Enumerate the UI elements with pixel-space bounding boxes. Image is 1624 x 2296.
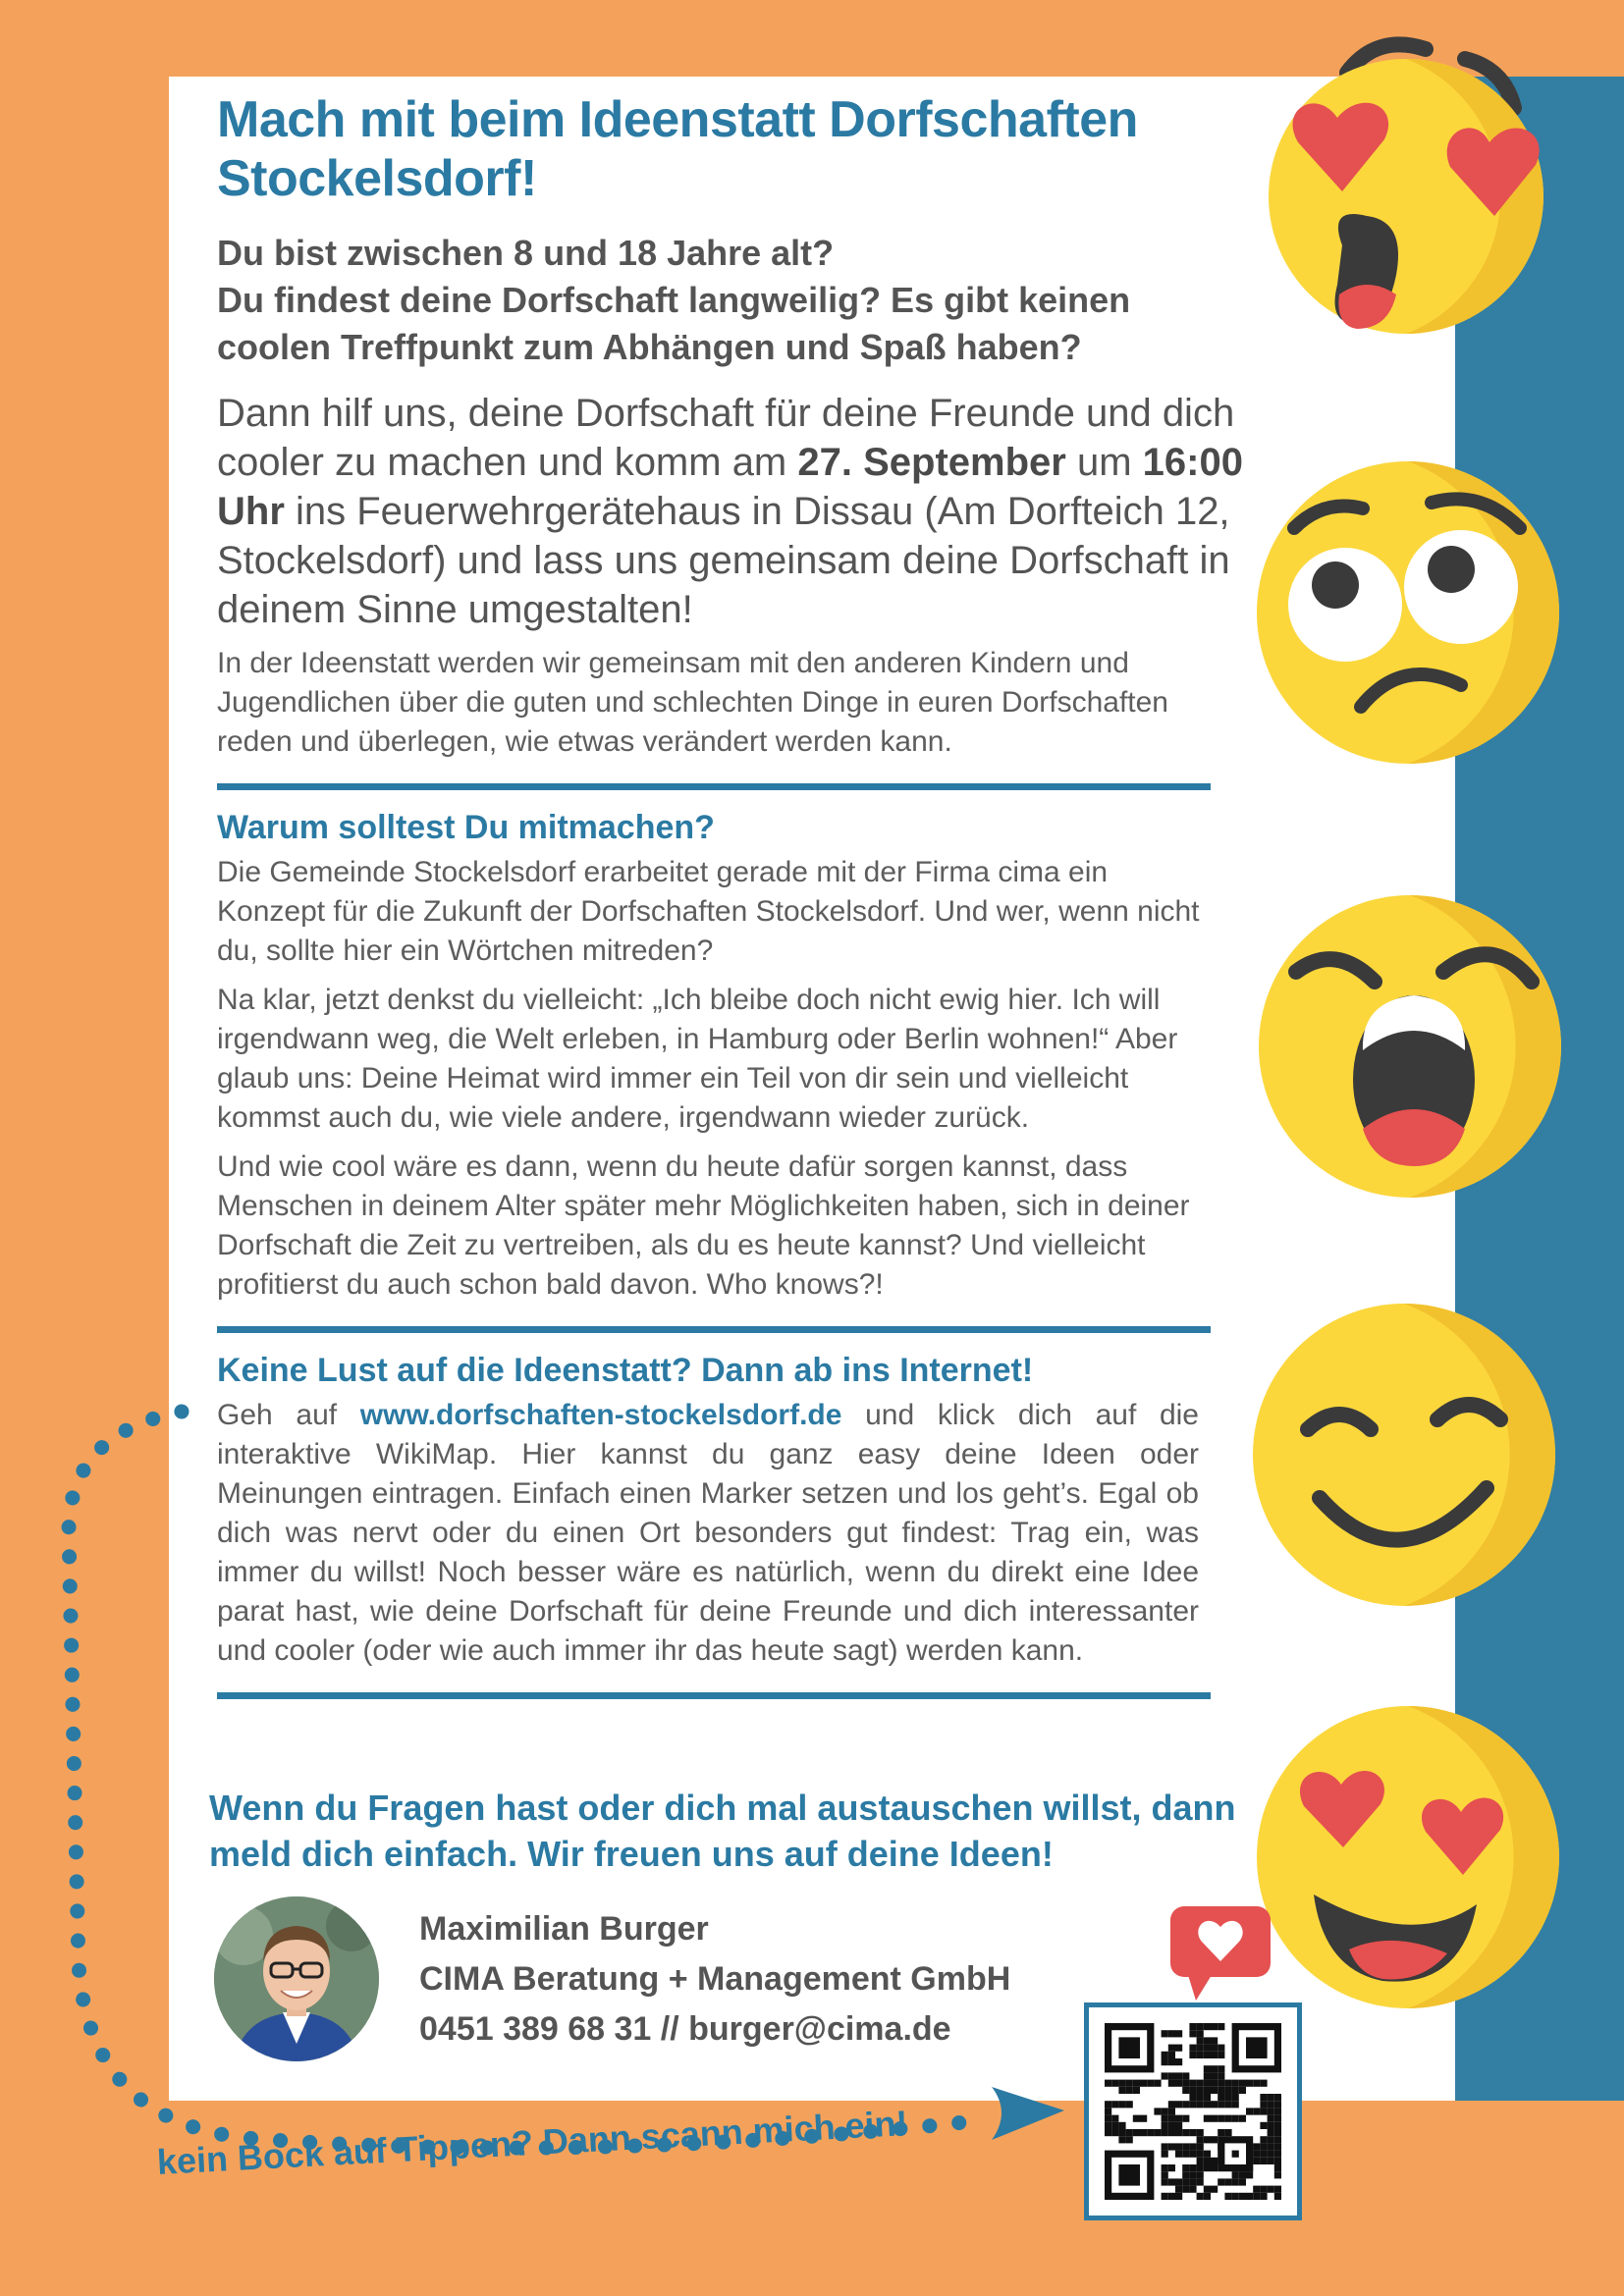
intro-question-age: Du bist zwischen 8 und 18 Jahre alt? (217, 233, 835, 273)
eye-roll-emoji-icon (1255, 459, 1561, 766)
heart-bubble-icon (1168, 1904, 1272, 2002)
lead-text-3: ins Feuerwehrgerätehaus in Dissau (Am Dorfteich 12, Stockelsdorf) und lass uns gemeinsam deine Dorfschaft in deinem Sinne umgestalten! (217, 490, 1230, 631)
contact-block (419, 1904, 1010, 2055)
internet-text-post: und klick dich auf die interaktive WikiMap. Hier kannst du ganz easy deine Ideen oder Meinungen eintragen. Einfach einen Marker setzen und los geht’s. Egal ob dich was nervt oder du einen Ort besonders gut findest: Trag ein, was immer du willst! Noch besser wäre es natürlich, wenn du direkt eine Idee parat hast, wie deine Dorfschaft für deine Freunde und dich interessanter und cooler (oder wie auch immer ihr das heute sagt) werden kann. (217, 1399, 1199, 1667)
qr-caption: kein Bock auf Tippen? Dann scann mich ein! (155, 2102, 909, 2182)
contact-phone-email: 0451 389 68 31 // burger@cima.de (419, 2010, 951, 2048)
heart-eyes-emoji-icon (1259, 29, 1559, 353)
website-link[interactable]: www.dorfschaften-stockelsdorf.de (359, 1399, 842, 1431)
lead-paragraph (217, 389, 1243, 634)
page-title: Mach mit beim Ideenstatt Dorfschaften Stockelsdorf! (217, 91, 1138, 207)
event-date: 27. September (797, 441, 1066, 484)
internet-text-pre: Geh auf (217, 1399, 360, 1431)
why-paragraph-3: Und wie cool wäre es dann, wenn du heute dafür sorgen kannst, dass Menschen in deinem Alter später mehr Möglichkeiten haben, sich in deiner Dorfschaft die Zeit zu vertreiben, als du es heute kannst? Und vielleicht profitierst du auch schon bald davon. Who knows?! (217, 1150, 1190, 1301)
intro-questions (217, 230, 1243, 371)
section-heading-why: Warum solltest Du mitmachen? (217, 809, 715, 846)
lead-text-1: Dann hilf uns, deine Dorfschaft für deine Freunde und dich cooler zu machen und komm am (217, 392, 1235, 484)
why-paragraph-2: Na klar, jetzt denkst du vielleicht: „Ich bleibe doch nicht ewig hier. Ich will irgendwann weg, die Welt erleben, in Hamburg oder Berlin wohnen!“ Aber glaub uns: Deine Heimat wird immer ein Teil von dir sein und vielleicht kommst auch du, wie viele andere, irgendwann wieder zurück. (217, 984, 1178, 1134)
why-paragraph-1: Die Gemeinde Stockelsdorf erarbeitet gerade mit der Firma cima ein Konzept für die Zukunft der Dorfschaften Stockelsdorf. Und wer, wenn nicht du, sollte hier ein Wörtchen mitreden? (217, 856, 1200, 967)
event-time: 16:00 Uhr (217, 441, 1243, 533)
section-heading-internet: Keine Lust auf die Ideenstatt? Dann ab ins Internet! (217, 1352, 1034, 1389)
avatar (214, 1896, 379, 2061)
intro-text: In der Ideenstatt werden wir gemeinsam mit den anderen Kindern und Jugendlichen über die guten und schlechten Dinge in euren Dorfschaften reden und überlegen, wie etwas verändert werden kann. (217, 647, 1168, 758)
section-divider (217, 783, 1211, 790)
qr-code-icon (1105, 2023, 1281, 2200)
intro-question-boring: Du findest deine Dorfschaft langweilig? Es gibt keinen coolen Treffpunkt zum Abhängen und Spaß haben? (217, 280, 1131, 367)
section-divider (217, 1692, 1211, 1699)
contact-company: CIMA Beratung + Management GmbH (419, 1960, 1011, 1998)
lead-text-2: um (1065, 441, 1143, 484)
heart-eyes-laughing-emoji-icon (1255, 1704, 1561, 2010)
yawning-emoji-icon (1257, 893, 1563, 1200)
contact-name: Maximilian Burger (419, 1910, 709, 1948)
section-divider (217, 1326, 1211, 1333)
smiling-emoji-icon (1251, 1302, 1557, 1608)
qr-code[interactable] (1084, 2002, 1302, 2220)
closing-text: Wenn du Fragen hast oder dich mal austauschen willst, dann meld dich einfach. Wir freuen uns auf deine Ideen! (209, 1788, 1236, 1874)
internet-paragraph (217, 1396, 1199, 1671)
flyer-content (217, 90, 1243, 1699)
